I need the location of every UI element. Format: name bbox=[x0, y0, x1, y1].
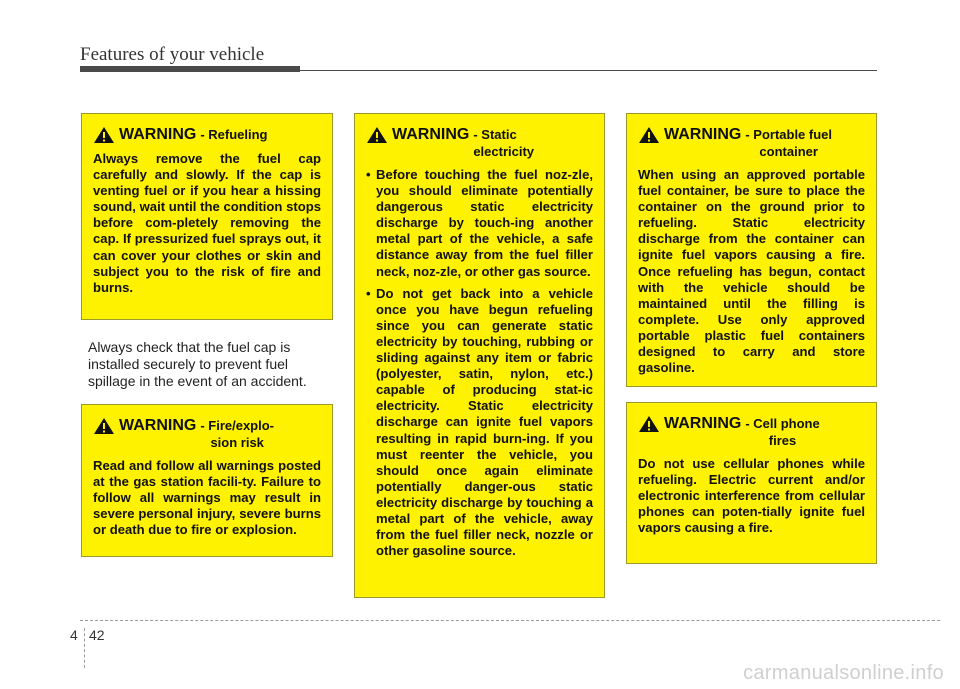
fuel-cap-note: Always check that the fuel cap is installed securely to prevent fuel spillage in the event of an accident. bbox=[88, 339, 307, 389]
warning-subtitle: - Fire/explo- sion risk bbox=[200, 418, 275, 450]
list-item: • Do not get back into a vehicle once you have begun refueling since you can generate static electricity by touching, rubbing or sliding against any item or fabric (polyester, satin, nylon, etc.) capable of producing stat-ic electricity. Static electricity discharge can ignite fuel vapors resulting in rapid burn-ing. If you must reenter the vehicle, you should once again eliminate potentially danger-ous static electricity discharge by touching a metal part of the vehicle, away from the fuel filler neck, nozzle or other gasoline source. bbox=[366, 285, 593, 559]
warning-body: Always remove the fuel cap carefully and slowly. If the cap is venting fuel or if you hear a hissing sound, wait until the condition stops before com-pletely removing the cap. If pressurized fuel sprays out, it can cover your clothes or skin and subject you to the risk of fire and burns. bbox=[93, 151, 321, 295]
warning-body: Do not use cellular phones while refueling. Electric current and/or electronic interference from cellular phones can poten-tially ignite fuel vapors causing a fire. bbox=[638, 456, 865, 536]
warning-triangle-icon bbox=[93, 126, 115, 144]
warning-subtitle: - Portable fuel container bbox=[745, 127, 833, 159]
list-item: • Before touching the fuel noz-zle, you should eliminate potentially dangerous static electricity discharge by touch-ing another metal part of the vehicle, a safe distance away from the fuel filler neck, noz-zle, or other gas source. bbox=[366, 167, 593, 279]
warning-triangle-icon bbox=[638, 126, 660, 144]
warning-subtitle: - Static electricity bbox=[473, 127, 535, 159]
warning-triangle-icon bbox=[638, 415, 660, 433]
warning-label: WARNING bbox=[119, 126, 197, 143]
warning-triangle-icon bbox=[366, 126, 388, 144]
warning-body: Read and follow all warnings posted at the gas station facili-ty. Failure to follow all warnings may result in severe personal injury, severe burns or death due to fire or explosion. bbox=[93, 458, 321, 538]
warning-label: WARNING bbox=[664, 415, 742, 432]
warning-label: WARNING bbox=[119, 417, 197, 434]
footer-rule bbox=[80, 620, 940, 621]
warning-box-portable-fuel-container bbox=[626, 113, 877, 387]
warning-label: WARNING bbox=[392, 126, 470, 143]
header-bar bbox=[80, 66, 300, 72]
warning-triangle-icon bbox=[93, 417, 115, 435]
watermark: carmanualsonline.info bbox=[743, 662, 944, 684]
warning-box-refueling bbox=[81, 113, 333, 320]
warning-body: When using an approved portable fuel container, be sure to place the container on the ground prior to refueling. Static electricity discharge from the container can ignite fuel vapors causing a fire. Once refueling has begun, contact with the vehicle should be maintained until the filling is complete. Use only approved portable plastic fuel containers designed to carry and store gasoline. bbox=[638, 167, 865, 376]
warning-box-static-electricity bbox=[354, 113, 605, 598]
page-number: 42 bbox=[89, 627, 105, 643]
footer-divider bbox=[84, 628, 85, 668]
warning-box-fire-explosion bbox=[81, 404, 333, 557]
section-number: 4 bbox=[70, 627, 78, 643]
warning-body bbox=[366, 167, 593, 559]
warning-box-cell-phone-fires bbox=[626, 402, 877, 564]
warning-subtitle: - Refueling bbox=[200, 127, 268, 142]
warning-subtitle: - Cell phone fires bbox=[745, 416, 820, 448]
warning-label: WARNING bbox=[664, 126, 742, 143]
page-header-title: Features of your vehicle bbox=[80, 44, 265, 65]
header-rule bbox=[300, 70, 877, 71]
